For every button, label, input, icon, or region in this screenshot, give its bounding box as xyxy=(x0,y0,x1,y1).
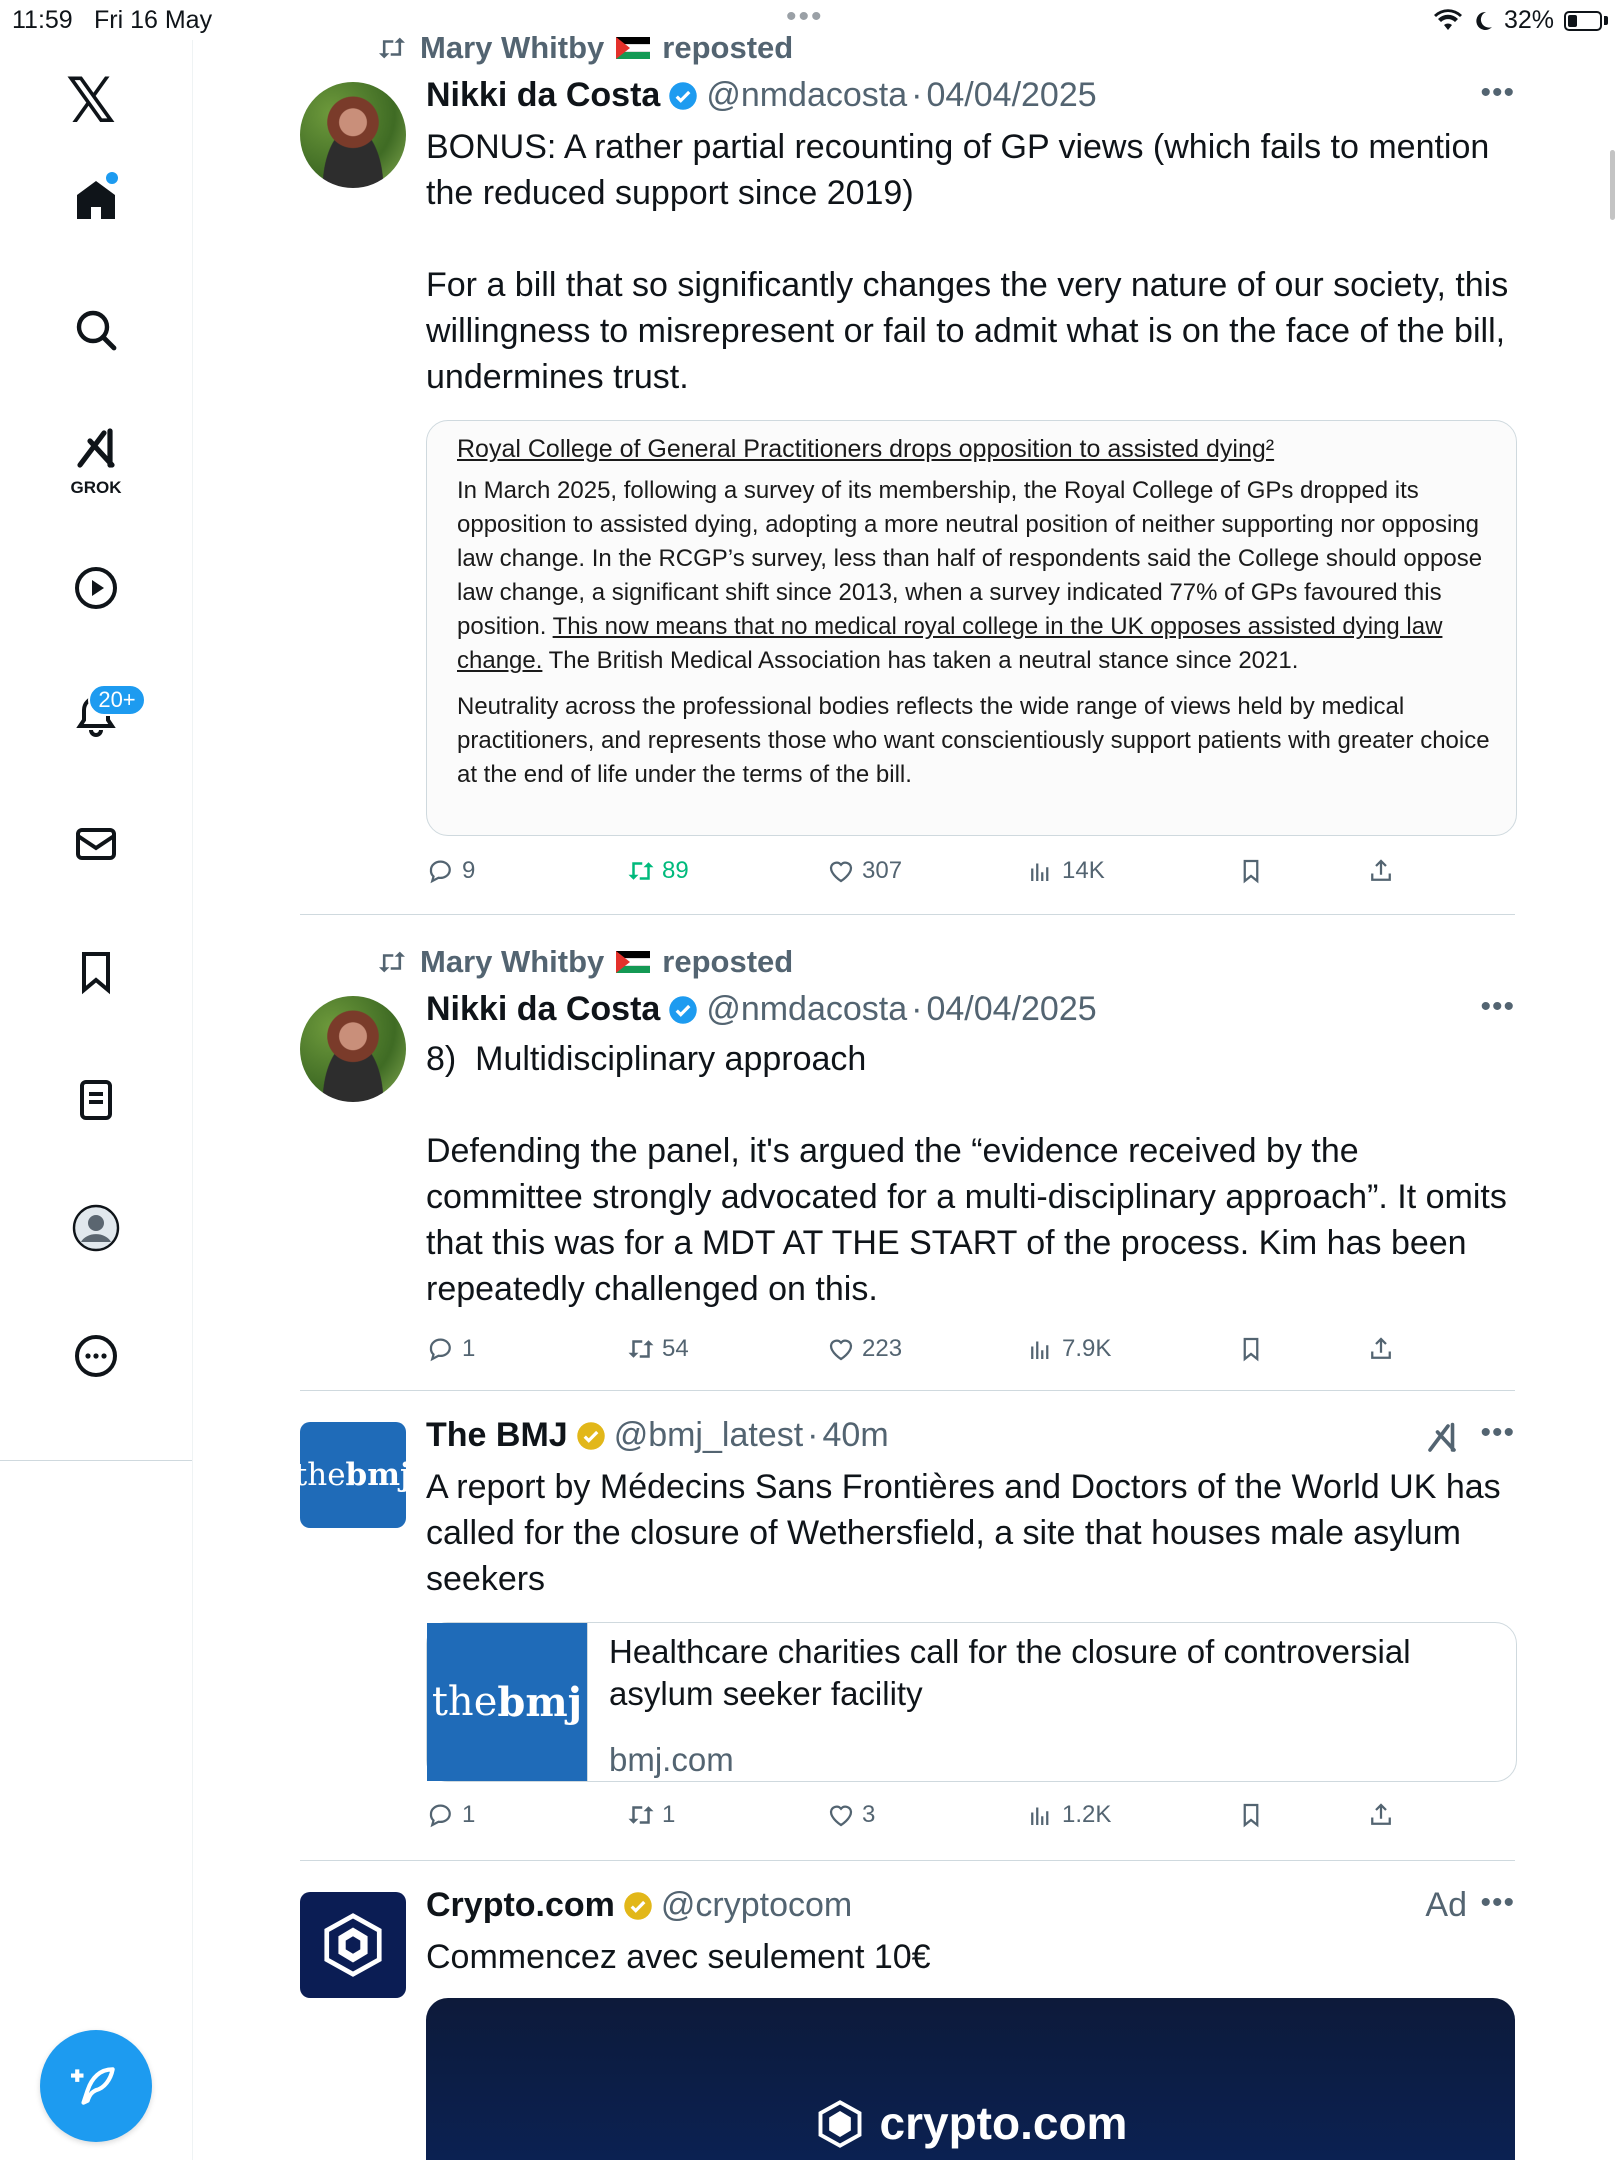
scrollbar-thumb[interactable] xyxy=(1610,150,1615,220)
author-name[interactable]: Crypto.com xyxy=(426,1886,615,1924)
repost-icon xyxy=(626,856,656,886)
repost-context xyxy=(376,30,793,66)
ad-label: Ad xyxy=(1425,1886,1467,1924)
search-icon xyxy=(72,306,120,354)
nav-videos[interactable] xyxy=(56,548,136,628)
heart-icon xyxy=(826,856,856,886)
list-icon xyxy=(72,1076,120,1124)
more-options-icon[interactable]: ••• xyxy=(1480,1886,1515,1919)
reply-button[interactable] xyxy=(426,856,475,886)
tweet-image[interactable] xyxy=(426,420,1517,836)
reposted-by-name[interactable]: Mary Whitby xyxy=(420,30,605,65)
grok-explain-icon[interactable] xyxy=(1424,1420,1460,1456)
status-date: Fri 16 May xyxy=(94,6,213,34)
views-button[interactable] xyxy=(1026,856,1105,886)
doc-heading: Royal College of General Practitioners drops opposition to assisted dying² xyxy=(457,435,1275,463)
analytics-icon xyxy=(1026,1800,1056,1830)
repost-context xyxy=(376,944,793,980)
notifications-badge: 20+ xyxy=(88,684,146,716)
link-card[interactable] xyxy=(426,1622,1517,1782)
author-name[interactable]: Nikki da Costa xyxy=(426,990,661,1028)
tweet-actions xyxy=(426,1334,1515,1374)
nav-home[interactable] xyxy=(56,160,136,240)
like-button[interactable] xyxy=(826,1334,902,1364)
views-button[interactable] xyxy=(1026,1800,1111,1830)
compose-post-button[interactable] xyxy=(40,2030,152,2142)
home-unread-dot xyxy=(106,172,118,184)
author-handle[interactable]: @nmdacosta xyxy=(706,990,908,1028)
tweet-actions xyxy=(426,856,1515,896)
ad-media-brand: crypto.com xyxy=(879,2097,1128,2149)
crypto-logo-icon xyxy=(318,1910,388,1980)
reply-button[interactable] xyxy=(426,1334,475,1364)
repost-icon xyxy=(626,1334,656,1364)
bookmark-icon xyxy=(1236,1334,1266,1364)
reply-count: 1 xyxy=(462,1801,476,1828)
nav-lists[interactable] xyxy=(56,1060,136,1140)
grok-icon xyxy=(72,425,120,473)
palestine-flag-icon xyxy=(616,37,650,59)
thumb-text-the: the xyxy=(431,1679,498,1725)
promoted-tweet[interactable] xyxy=(300,1862,1515,2160)
meta-separator: · xyxy=(911,76,923,114)
repost-count: 1 xyxy=(662,1801,676,1828)
verified-badge-icon xyxy=(668,81,698,111)
tweet-header xyxy=(426,1416,889,1455)
like-count: 3 xyxy=(862,1801,876,1828)
sidebar-divider xyxy=(0,1460,192,1461)
tweet-header xyxy=(426,1886,852,1925)
grok-label: GROK xyxy=(70,478,122,497)
author-avatar[interactable] xyxy=(300,1892,406,1998)
meta-separator: · xyxy=(911,990,923,1028)
share-icon xyxy=(1366,1800,1396,1830)
battery-cap xyxy=(1604,16,1608,25)
view-count: 1.2K xyxy=(1062,1801,1112,1828)
tweet-divider xyxy=(300,1860,1515,1861)
meta-separator: · xyxy=(807,1416,819,1454)
repost-button[interactable] xyxy=(626,856,689,886)
tweet-text: A report by Médecins Sans Frontières and Doctors of the World UK has called for the closure of Wethersfield, a site that houses male asylum seekers xyxy=(426,1468,1511,1598)
repost-suffix: reposted xyxy=(662,944,794,979)
like-button[interactable] xyxy=(826,1800,875,1830)
tweet-text: 8) Multidisciplinary approach Defending the panel, it's argued the “evidence received by the committee strongly advocated for a multi-disciplinary approach”. It omits that this was for a MDT AT THE START of the process. Kim has been repeatedly challenged on this. xyxy=(426,1040,1507,1308)
repost-suffix: reposted xyxy=(662,30,794,65)
tweet-header xyxy=(426,990,1097,1029)
palestine-flag-icon xyxy=(616,951,650,973)
reply-button[interactable] xyxy=(426,1800,475,1830)
timeline xyxy=(294,0,1515,2160)
analytics-icon xyxy=(1026,856,1056,886)
battery-percent: 32% xyxy=(1503,6,1554,34)
reposted-by-name[interactable]: Mary Whitby xyxy=(420,944,605,979)
nav-more[interactable] xyxy=(56,1316,136,1396)
repost-icon xyxy=(626,1800,656,1830)
author-avatar[interactable] xyxy=(300,996,406,1102)
author-handle[interactable]: @cryptocom xyxy=(660,1886,853,1924)
repost-count: 89 xyxy=(662,857,689,884)
share-icon xyxy=(1366,1334,1396,1364)
tweet[interactable] xyxy=(294,1392,1515,1862)
x-logo-icon[interactable]: 𝕏 xyxy=(66,64,116,137)
battery-icon xyxy=(1564,11,1602,31)
bookmark-button[interactable] xyxy=(1236,1334,1266,1364)
tweet-actions xyxy=(426,1800,1515,1840)
link-card-title: Healthcare charities call for the closure of controversial asylum seeker facility xyxy=(609,1633,1411,1712)
reply-icon xyxy=(426,1800,456,1830)
tweet-text: BONUS: A rather partial recounting of GP views (which fails to mention the reduced support since 2019) For a bill that so significantly changes the very nature of our society, this willingness to misrepresent or fail to admit what is on the face of the bill, undermines trust. xyxy=(426,128,1509,396)
repost-icon xyxy=(376,949,408,975)
ad-media[interactable] xyxy=(426,1998,1515,2160)
doc-paragraph-1 xyxy=(457,474,1496,678)
tweet-divider xyxy=(300,1390,1515,1391)
share-button[interactable] xyxy=(1366,1334,1396,1364)
share-button[interactable] xyxy=(1366,1800,1396,1830)
views-button[interactable] xyxy=(1026,1334,1111,1364)
more-options-icon[interactable]: ••• xyxy=(1480,990,1515,1023)
verified-badge-icon xyxy=(668,995,698,1025)
more-circle-icon xyxy=(72,1332,120,1380)
link-card-domain: bmj.com xyxy=(609,1741,734,1778)
share-button[interactable] xyxy=(1366,856,1396,886)
gold-verified-badge-icon xyxy=(576,1421,606,1451)
nav-messages[interactable] xyxy=(56,804,136,884)
reply-icon xyxy=(426,856,456,886)
compose-feather-icon xyxy=(71,2061,121,2111)
repost-button[interactable] xyxy=(626,1334,689,1364)
author-name[interactable]: Nikki da Costa xyxy=(426,76,661,114)
multitasking-dots-icon[interactable]: ••• xyxy=(786,0,824,33)
view-count: 14K xyxy=(1062,857,1105,884)
bookmark-icon xyxy=(72,948,120,996)
repost-icon xyxy=(376,35,408,61)
crypto-logo-icon xyxy=(814,2098,866,2150)
tweet-divider xyxy=(300,914,1515,915)
reply-count: 9 xyxy=(462,857,476,884)
repost-button[interactable] xyxy=(626,1800,675,1830)
tweet[interactable] xyxy=(300,916,1515,1392)
thumb-text-bmj: bmj xyxy=(497,1678,583,1726)
tweet-time[interactable]: 40m xyxy=(822,1416,889,1454)
reply-icon xyxy=(426,1334,456,1364)
profile-avatar-icon xyxy=(72,1204,120,1252)
author-avatar[interactable] xyxy=(294,1422,412,1528)
mail-icon xyxy=(72,820,120,868)
tweet-text: Commencez avec seulement 10€ xyxy=(426,1938,931,1976)
avatar-text-the: the xyxy=(294,1457,346,1493)
analytics-icon xyxy=(1026,1334,1056,1364)
tweet[interactable] xyxy=(300,0,1515,916)
more-options-icon[interactable]: ••• xyxy=(1480,76,1515,109)
avatar-text-bmj: bmj xyxy=(345,1457,412,1493)
like-count: 223 xyxy=(862,1335,903,1362)
play-circle-icon xyxy=(72,564,120,612)
author-avatar[interactable] xyxy=(300,82,406,188)
author-handle[interactable]: @bmj_latest xyxy=(613,1416,804,1454)
author-handle[interactable]: @nmdacosta xyxy=(706,76,908,114)
tweet-date[interactable]: 04/04/2025 xyxy=(926,76,1097,114)
doc-para1-underlined: This now means that no medical royal college in the UK opposes assisted dying law change. xyxy=(457,613,1443,674)
nav-bookmarks[interactable] xyxy=(56,932,136,1012)
tweet-header xyxy=(426,76,1097,115)
doc-para1-b: The British Medical Association has taken a neutral stance since 2021. xyxy=(542,647,1299,674)
author-name[interactable]: The BMJ xyxy=(426,1416,568,1454)
nav-grok[interactable] xyxy=(56,420,136,500)
tweet-date[interactable]: 04/04/2025 xyxy=(926,990,1097,1028)
status-time: 11:59 xyxy=(12,6,73,34)
view-count: 7.9K xyxy=(1062,1335,1112,1362)
bookmark-button[interactable] xyxy=(1236,1800,1266,1830)
heart-icon xyxy=(826,1800,856,1830)
bookmark-button[interactable] xyxy=(1236,856,1266,886)
like-count: 307 xyxy=(862,857,903,884)
like-button[interactable] xyxy=(826,856,902,886)
doc-para1-a: In March 2025, following a survey of its membership, the Royal College of GPs dropped its opposition to assisted dying, adopting a more neutral position of neither supporting nor opposing law change. In the RCGP’s survey, less than half of respondents said the College should oppose law change, a significant shift since 2013, when a survey indicated 77% of GPs favoured this position. xyxy=(457,477,1483,640)
sidebar xyxy=(0,40,193,2160)
doc-paragraph-2: Neutrality across the professional bodies reflects the wide range of views held by medical practitioners, and represents those who want conscientiously support patients with greater choice at the end of life under the terms of the bill. xyxy=(457,693,1490,788)
share-icon xyxy=(1366,856,1396,886)
bookmark-icon xyxy=(1236,856,1266,886)
gold-verified-badge-icon xyxy=(623,1891,653,1921)
bookmark-icon xyxy=(1236,1800,1266,1830)
repost-count: 54 xyxy=(662,1335,689,1362)
nav-profile[interactable] xyxy=(56,1188,136,1268)
heart-icon xyxy=(826,1334,856,1364)
nav-explore[interactable] xyxy=(56,290,136,370)
more-options-icon[interactable]: ••• xyxy=(1480,1416,1515,1449)
reply-count: 1 xyxy=(462,1335,476,1362)
link-card-thumbnail xyxy=(427,1623,588,1781)
